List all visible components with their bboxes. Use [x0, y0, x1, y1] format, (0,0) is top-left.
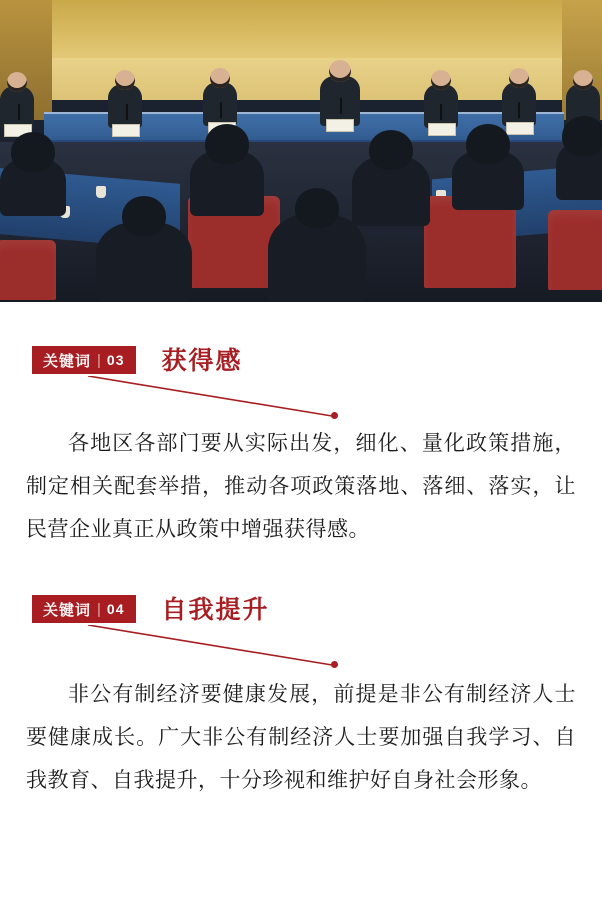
photo-microphone	[518, 102, 520, 118]
photo-audience-head	[205, 124, 249, 164]
paragraph-03: 各地区各部门要从实际出发，细化、量化政策措施，制定相关配套举措，推动各项政策落地、落细、落实，让民营企业真正从政策中增强获得感。	[26, 431, 576, 541]
photo-nameplate	[506, 122, 534, 135]
photo-audience-head	[122, 196, 166, 236]
photo-microphone	[440, 104, 442, 120]
photo-audience-back	[452, 150, 524, 210]
photo-person	[108, 84, 142, 128]
photo-audience-back	[268, 214, 366, 302]
photo-audience-back	[352, 156, 430, 226]
photo-microphone	[220, 102, 222, 118]
photo-audience-head	[466, 124, 510, 164]
photo-person-head	[329, 60, 351, 82]
keyword-badge-04	[32, 595, 136, 623]
diagonal-line-icon	[88, 625, 338, 669]
photo-microphone	[18, 104, 20, 120]
photo-person-head	[431, 70, 451, 90]
decorative-connector-04	[0, 625, 602, 671]
keyword-title-03: 获得感	[161, 345, 243, 375]
photo-chair	[0, 240, 56, 300]
line-end-dot-icon	[331, 661, 338, 668]
photo-nameplate	[112, 124, 140, 137]
photo-audience-head	[369, 130, 413, 170]
keyword-title-04: 自我提升	[161, 594, 270, 624]
photo-audience-head	[11, 132, 55, 172]
photo-person-head	[509, 68, 529, 88]
keyword-section-03	[0, 346, 602, 551]
photo-person-head	[210, 68, 230, 88]
keyword-badge-03	[32, 346, 136, 374]
photo-audience-back	[0, 158, 66, 216]
line-end-dot-icon	[331, 412, 338, 419]
photo-microphone	[126, 104, 128, 120]
photo-microphone	[340, 98, 342, 114]
keyword-badge-divider: |	[97, 351, 102, 369]
keyword-badge-label: 关键词	[43, 352, 92, 370]
paragraph-04: 非公有制经济要健康发展，前提是非公有制经济人士要健康成长。广大非公有制经济人士要加强自我学习、自我教育、自我提升，十分珍视和维护好自身社会形象。	[26, 682, 576, 792]
diagonal-line-icon	[88, 376, 338, 420]
photo-nameplate	[428, 123, 456, 136]
photo-audience-back	[96, 222, 192, 302]
header-photo	[0, 0, 602, 302]
keyword-badge-number: 04	[106, 601, 125, 617]
photo-chair	[548, 210, 602, 290]
photo-audience-back	[190, 150, 264, 216]
photo-audience-back	[556, 142, 602, 200]
photo-audience-head	[295, 188, 339, 228]
article-content	[0, 346, 602, 812]
photo-nameplate	[326, 119, 354, 132]
photo-audience-head	[562, 116, 602, 156]
keyword-section-04	[0, 595, 602, 802]
keyword-header-04	[0, 595, 602, 623]
photo-wall-upper	[0, 0, 602, 58]
keyword-badge-number: 03	[106, 352, 125, 368]
keyword-header-03	[0, 346, 602, 374]
keyword-badge-divider: |	[97, 600, 102, 618]
photo-person-head	[115, 70, 135, 90]
keyword-badge-label: 关键词	[43, 601, 92, 619]
decorative-connector-03	[0, 376, 602, 422]
photo-person-head	[573, 70, 593, 90]
photo-person-head	[7, 72, 27, 92]
photo-teacup	[96, 186, 106, 198]
